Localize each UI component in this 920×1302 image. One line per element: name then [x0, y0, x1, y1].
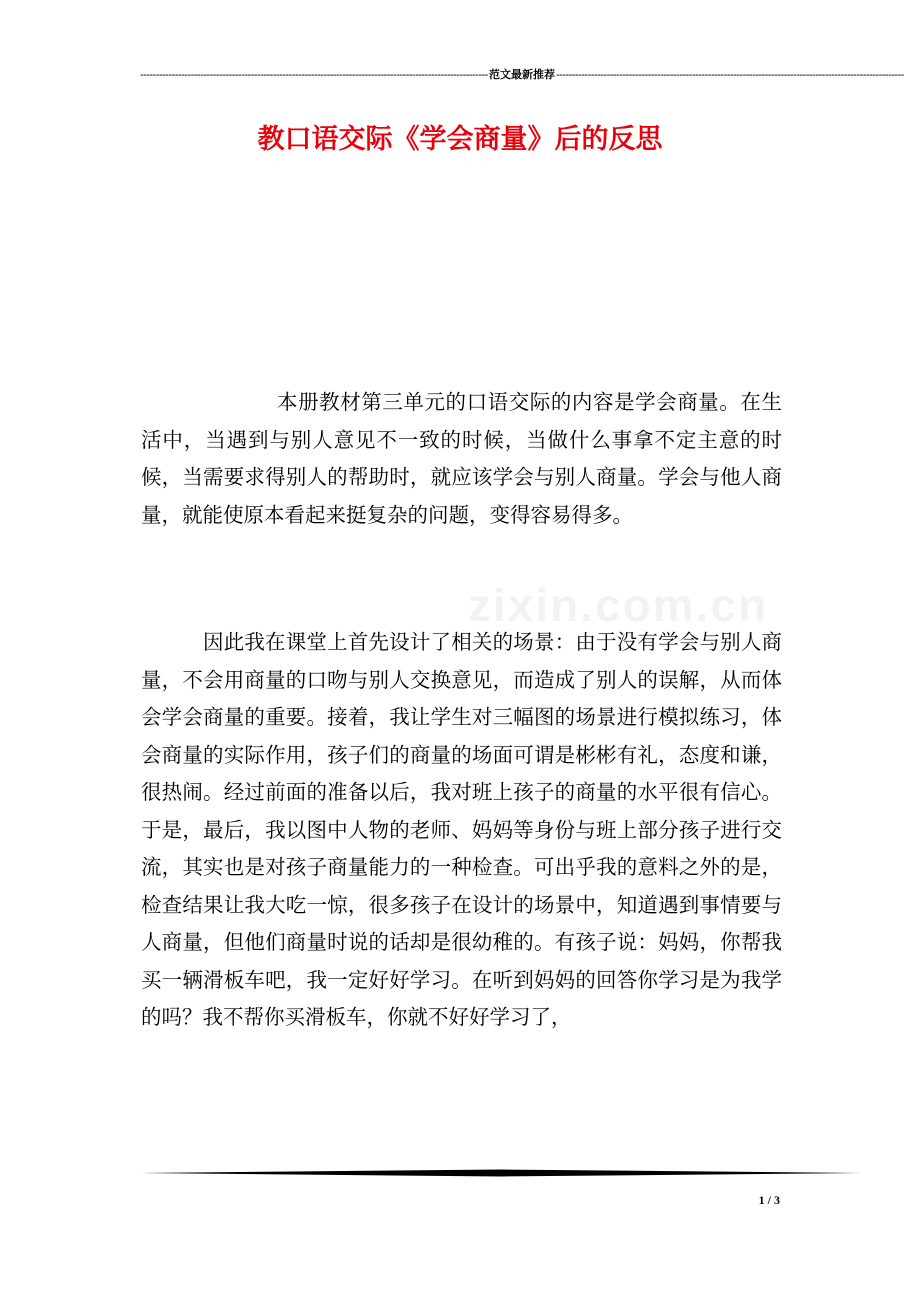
paragraph-1: 本册教材第三单元的口语交际的内容是学会商量。在生活中，当遇到与别人意见不一致的时候，当做什么事拿不定主意的时候，当需要求得别人的帮助时，就应该学会与别人商量。学会与他人商量，就能使原本看起来挺复杂的问题，变得容易得多。	[141, 390, 782, 527]
paragraph-2: 因此我在课堂上首先设计了相关的场景：由于没有学会与别人商量，不会用商量的口吻与别人交换意见，而造成了别人的误解，从而体会学会商量的重要。接着，我让学生对三幅图的场景进行模拟练习，体会商量的实际作用，孩子们的商量的场面可谓是彬彬有礼，态度和谦，很热闹。经过前面的准备以后，我对班上孩子的商量的水平很有信心。于是，最后，我以图中人物的老师、妈妈等身份与班上部分孩子进行交流，其实也是对孩子商量能力的一种检查。可出乎我的意料之外的是，检查结果让我大吃一惊，很多孩子在设计的场景中，知道遇到事情要与人商量，但他们商量时说的话却是很幼稚的。有孩子说：妈妈，你帮我买一辆滑板车吧，我一定好好学习。在听到妈妈的回答你学习是为我学的吗？我不帮你买滑板车，你就不好好学习了，	[141, 630, 782, 1029]
document-title: 教口语交际《学会商量》后的反思	[257, 124, 663, 155]
page-number: 1 / 3	[758, 1193, 780, 1207]
header-dash-right: --------------------------------------------------------------------------------------------------------------	[555, 69, 904, 81]
watermark: zixin.com.cn	[468, 579, 769, 631]
page-header	[140, 68, 904, 82]
header-dash-left: --------------------------------------------------------------------------------------------------------------	[140, 69, 488, 81]
footer-rule	[140, 1168, 862, 1178]
header-label: 范文最新推荐	[488, 69, 555, 81]
